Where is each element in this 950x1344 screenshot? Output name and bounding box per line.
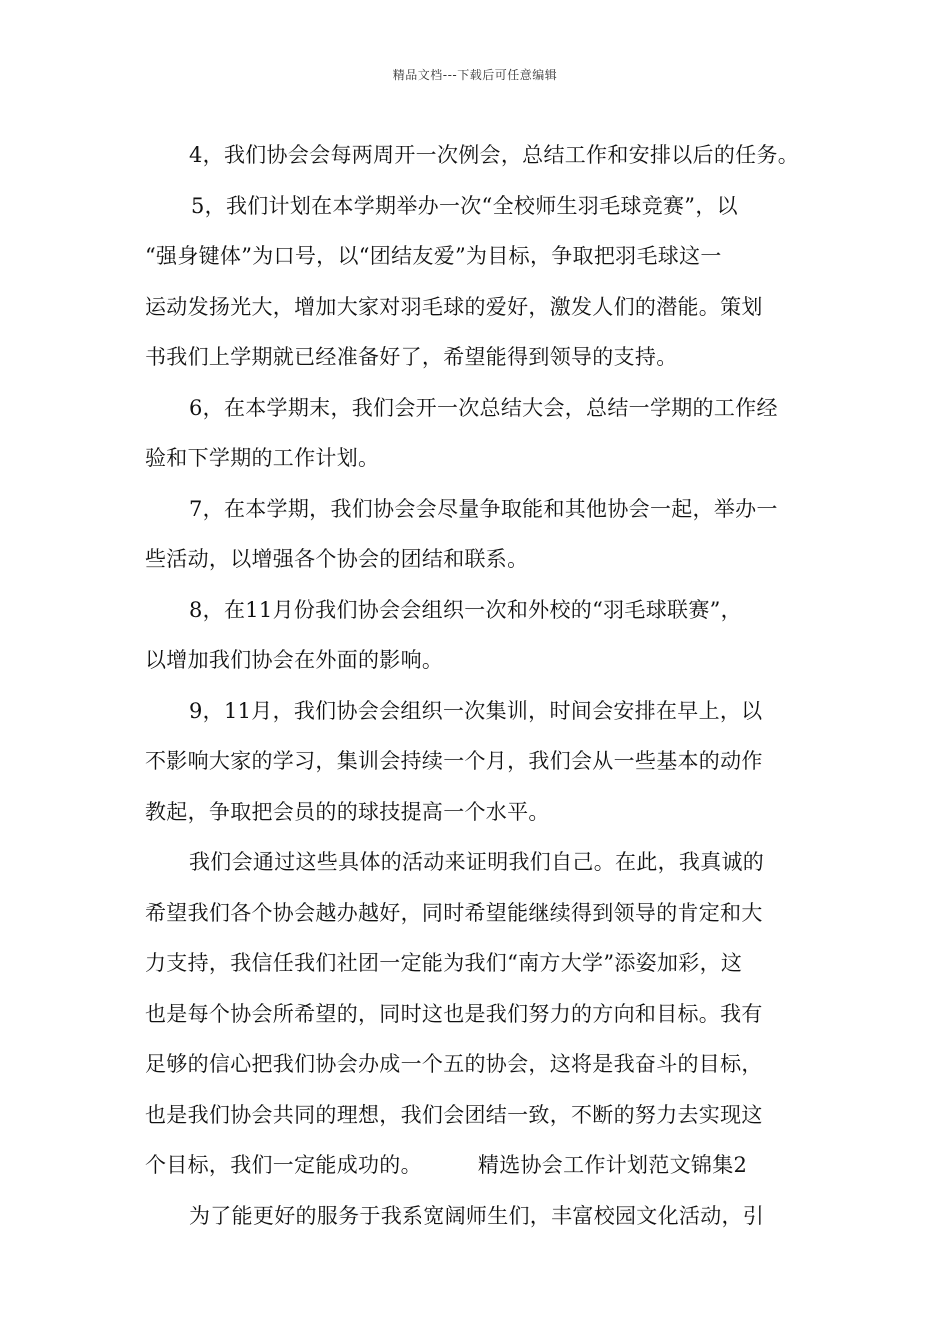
section-title: 精选协会工作计划范文锦集2 [477, 1153, 748, 1177]
paragraph-line: 力支持，我信任我们社团一定能为我们“南方大学”添姿加彩，这 [145, 951, 743, 975]
paragraph-line: 以增加我们协会在外面的影响。 [145, 648, 444, 672]
paragraph-line: 为了能更好的服务于我系宽阔师生们，丰富校园文化活动，引 [189, 1203, 765, 1228]
paragraph-line: 足够的信心把我们协会办成一个五的协会，这将是我奋斗的目标， [145, 1052, 763, 1076]
paragraph-line: 运动发扬光大，增加大家对羽毛球的爱好，激发人们的潜能。策划 [145, 294, 763, 319]
document-body [145, 130, 813, 1241]
paragraph-line: 些活动，以增强各个协会的团结和联系。 [145, 547, 529, 571]
paragraph-line: 我们会通过这些具体的活动来证明我们自己。在此，我真诚的 [189, 850, 765, 874]
paragraph-line: 不影响大家的学习，集训会持续一个月，我们会从一些基本的动作 [145, 749, 763, 773]
paragraph-line: “强身键体”为口号，以“团结友爱”为目标，争取把羽毛球这一 [145, 244, 722, 268]
paragraph-line-with-heading [145, 1140, 813, 1191]
page-header: 精品文档---下载后可任意编辑 [392, 68, 558, 82]
paragraph-line: 9，11月，我们协会会组织一次集训，时间会安排在早上，以 [189, 698, 763, 723]
paragraph-line: 8，在11月份我们协会会组织一次和外校的“羽毛球联赛”， [189, 597, 742, 622]
paragraph-line: 书我们上学期就已经准备好了，希望能得到领导的支持。 [145, 345, 678, 369]
paragraph-line: 希望我们各个协会越办越好，同时希望能继续得到领导的肯定和大 [145, 900, 763, 925]
paragraph-line-text: 个目标，我们一定能成功的。 [145, 1153, 422, 1177]
paragraph-line: 验和下学期的工作计划。 [145, 446, 380, 470]
paragraph-line: 7，在本学期，我们协会会尽量争取能和其他协会一起，举办一 [189, 496, 778, 521]
paragraph-line: 教起，争取把会员的的球技提高一个水平。 [145, 799, 550, 824]
paragraph-line: 6，在本学期末，我们会开一次总结大会，总结一学期的工作经 [189, 395, 778, 420]
paragraph-line: 也是我们协会共同的理想，我们会团结一致，不断的努力去实现这 [145, 1102, 763, 1127]
paragraph-line: 5，我们计划在本学期举办一次“全校师生羽毛球竞赛”，以 [191, 193, 738, 218]
paragraph-line: 也是每个协会所希望的，同时这也是我们努力的方向和目标。我有 [145, 1001, 763, 1026]
paragraph-line: 4，我们协会会每两周开一次例会，总结工作和安排以后的任务。 [189, 143, 800, 167]
